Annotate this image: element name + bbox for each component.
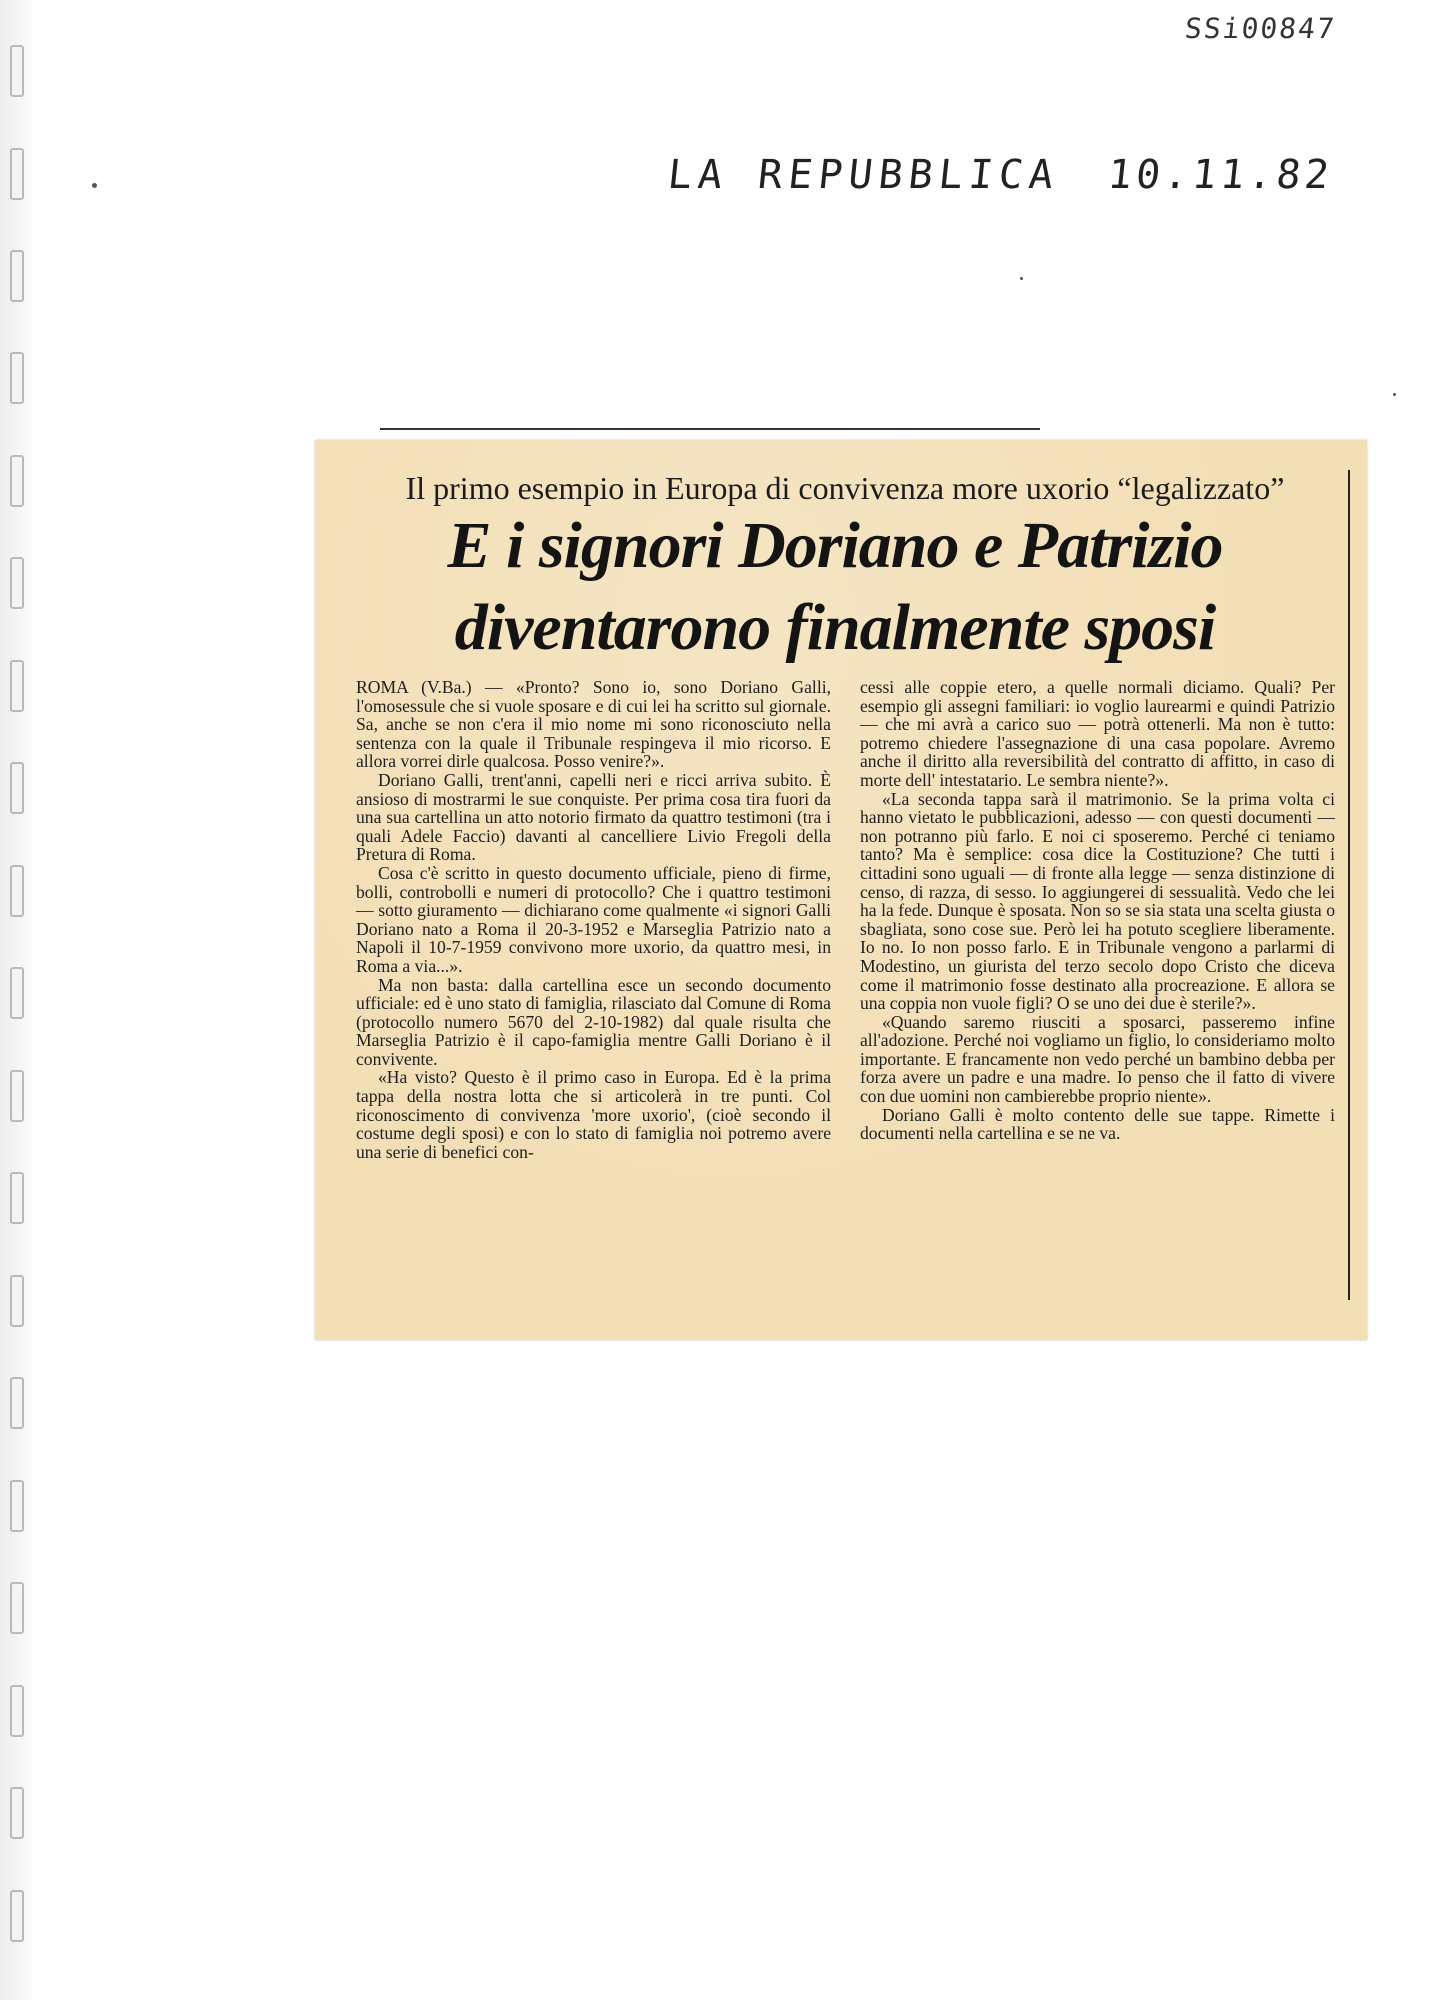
paper-speck [1020,277,1023,280]
article-paragraph: cessi alle coppie etero, a quelle normali diciamo. Quali? Per esempio gli assegni familiari: io voglio laurearmi e quindi Patrizio — che mi avrà a carico suo — potrà ottenerli. Ma non è tutto: potremo chiedere l'assegnazione di una casa popolare. Avremo anche il diritto alla reversibilità del contratto di affitto, in caso di morte dell' intestatario. Le sembra niente?». [860,677,1335,790]
binder-hole [10,1275,24,1327]
binder-hole [10,762,24,814]
source-newspaper-label: LA REPUBBLICA [665,152,1062,198]
article-paragraph: Ma non basta: dalla cartellina esce un secondo documento ufficiale: ed è uno stato di famiglia, rilasciato dal Comune di Roma (protocollo numero 5670 del 2-10-1982) dal quale risulta che Marseglia Patrizio è il capo-famiglia mentre Galli Doriano è il convivente. [356,974,831,1069]
source-date-label: 10.11.82 [1105,152,1336,198]
binder-hole [10,148,24,200]
binder-hole [10,1582,24,1634]
clipping-top-rule [380,428,1040,430]
paper-speck [92,183,97,188]
binder-hole [10,455,24,507]
binder-hole [10,45,24,97]
article-paragraph: Doriano Galli, trent'anni, capelli neri e ricci arriva subito. È ansioso di mostrarmi le sue conquiste. Per prima cosa tira fuori da una sua cartellina un atto notorio firmato da quattro testimoni (tra i quali Adele Faccio) davanti al cancelliere Livio Fregoli della Pretura di Roma. [356,769,831,865]
article-column-right [860,678,1335,1143]
binder-hole [10,660,24,712]
article-paragraph: ROMA (V.Ba.) — «Pronto? Sono io, sono Doriano Galli, l'omosessule che si vuole sposare e di cui lei ha scritto sul giornale. Sa, anche se non c'era il mio nome mi sono riconosciuto nella sentenza con la quale il Tribunale respingeva il mio ricorso. E allora vorrei dirle qualcosa. Posso venire?». [356,677,831,772]
binder-hole [10,865,24,917]
article-paragraph: «La seconda tappa sarà il matrimonio. Se la prima volta ci hanno vietato le pubblicazioni, adesso — con questi documenti — non potranno più farlo. E noi ci sposeremo. Perché ci teniamo tanto? Ma è semplice: cosa dice la Costituzione? Che tutti i cittadini sono uguali — di fronte alla legge — senza distinzione di censo, di razza, di sesso. Io aggiungerei di sessualità. Vedo che lei ha la fede. Dunque è sposata. Non so se sia stata una scelta giusta o sbagliata, sono cose sue. Però lei ha potuto scegliere liberamente. Io no. Io non posso farlo. E in Tribunale vengono a parlarmi di Modestino, un giurista del terzo secolo dopo Cristo che diceva come il matrimonio fosse destinato alla procreazione. E allora se una coppia non vuole figli? O se uno dei due è sterile?». [860,788,1335,1014]
binder-hole [10,1685,24,1737]
binder-hole [10,1890,24,1942]
article-headline: diventarono finalmente sposi [454,591,1216,664]
article-paragraph: Cosa c'è scritto in questo documento ufficiale, pieno di firme, bolli, controbolli e numeri di protocollo? Che i quattro testimoni — sotto giuramento — dichiarano come qualmente «i signori Galli Doriano nato a Roma il 20-3-1952 e Marseglia Patrizio nato a Napoli il 10-7-1959 convivono more uxorio, da quattro mesi, in Roma a via...». [356,862,831,976]
binder-hole [10,1070,24,1122]
binder-hole [10,1172,24,1224]
clipping-right-rule [1348,470,1350,1300]
article-headline: E i signori Doriano e Patrizio [447,509,1223,582]
binder-hole [10,557,24,609]
paper-speck [1393,393,1396,396]
article-paragraph: Doriano Galli è molto contento delle sue tappe. Rimette i documenti nella cartellina e se ne va. [860,1104,1335,1144]
article-column-left [356,678,831,1161]
binder-hole [10,250,24,302]
binder-hole [10,1480,24,1532]
article-paragraph: «Quando saremo riusciti a sposarci, passeremo infine all'adozione. Perché noi vogliamo un figlio, lo consideriamo molto importante. E francamente non vedo perché un bambino debba per forza avere un padre e una madre. Io penso che il fatto di vivere con due uomini non cambierebbe proprio niente». [860,1011,1335,1107]
article-kicker: Il primo esempio in Europa di convivenza more uxorio “legalizzato” [405,470,1285,506]
binder-hole [10,1377,24,1429]
binder-hole [10,352,24,404]
archive-code: SSi00847 [1183,12,1338,45]
article-paragraph: «Ha visto? Questo è il primo caso in Europa. Ed è la prima tappa della nostra lotta che si articolerà in tre punti. Col riconoscimento di convivenza 'more uxorio', (cioè secondo il costume degli sposi) e con lo stato di famiglia noi potremo avere una serie di benefici con- [356,1067,831,1162]
binder-hole [10,1787,24,1839]
binder-hole [10,967,24,1019]
